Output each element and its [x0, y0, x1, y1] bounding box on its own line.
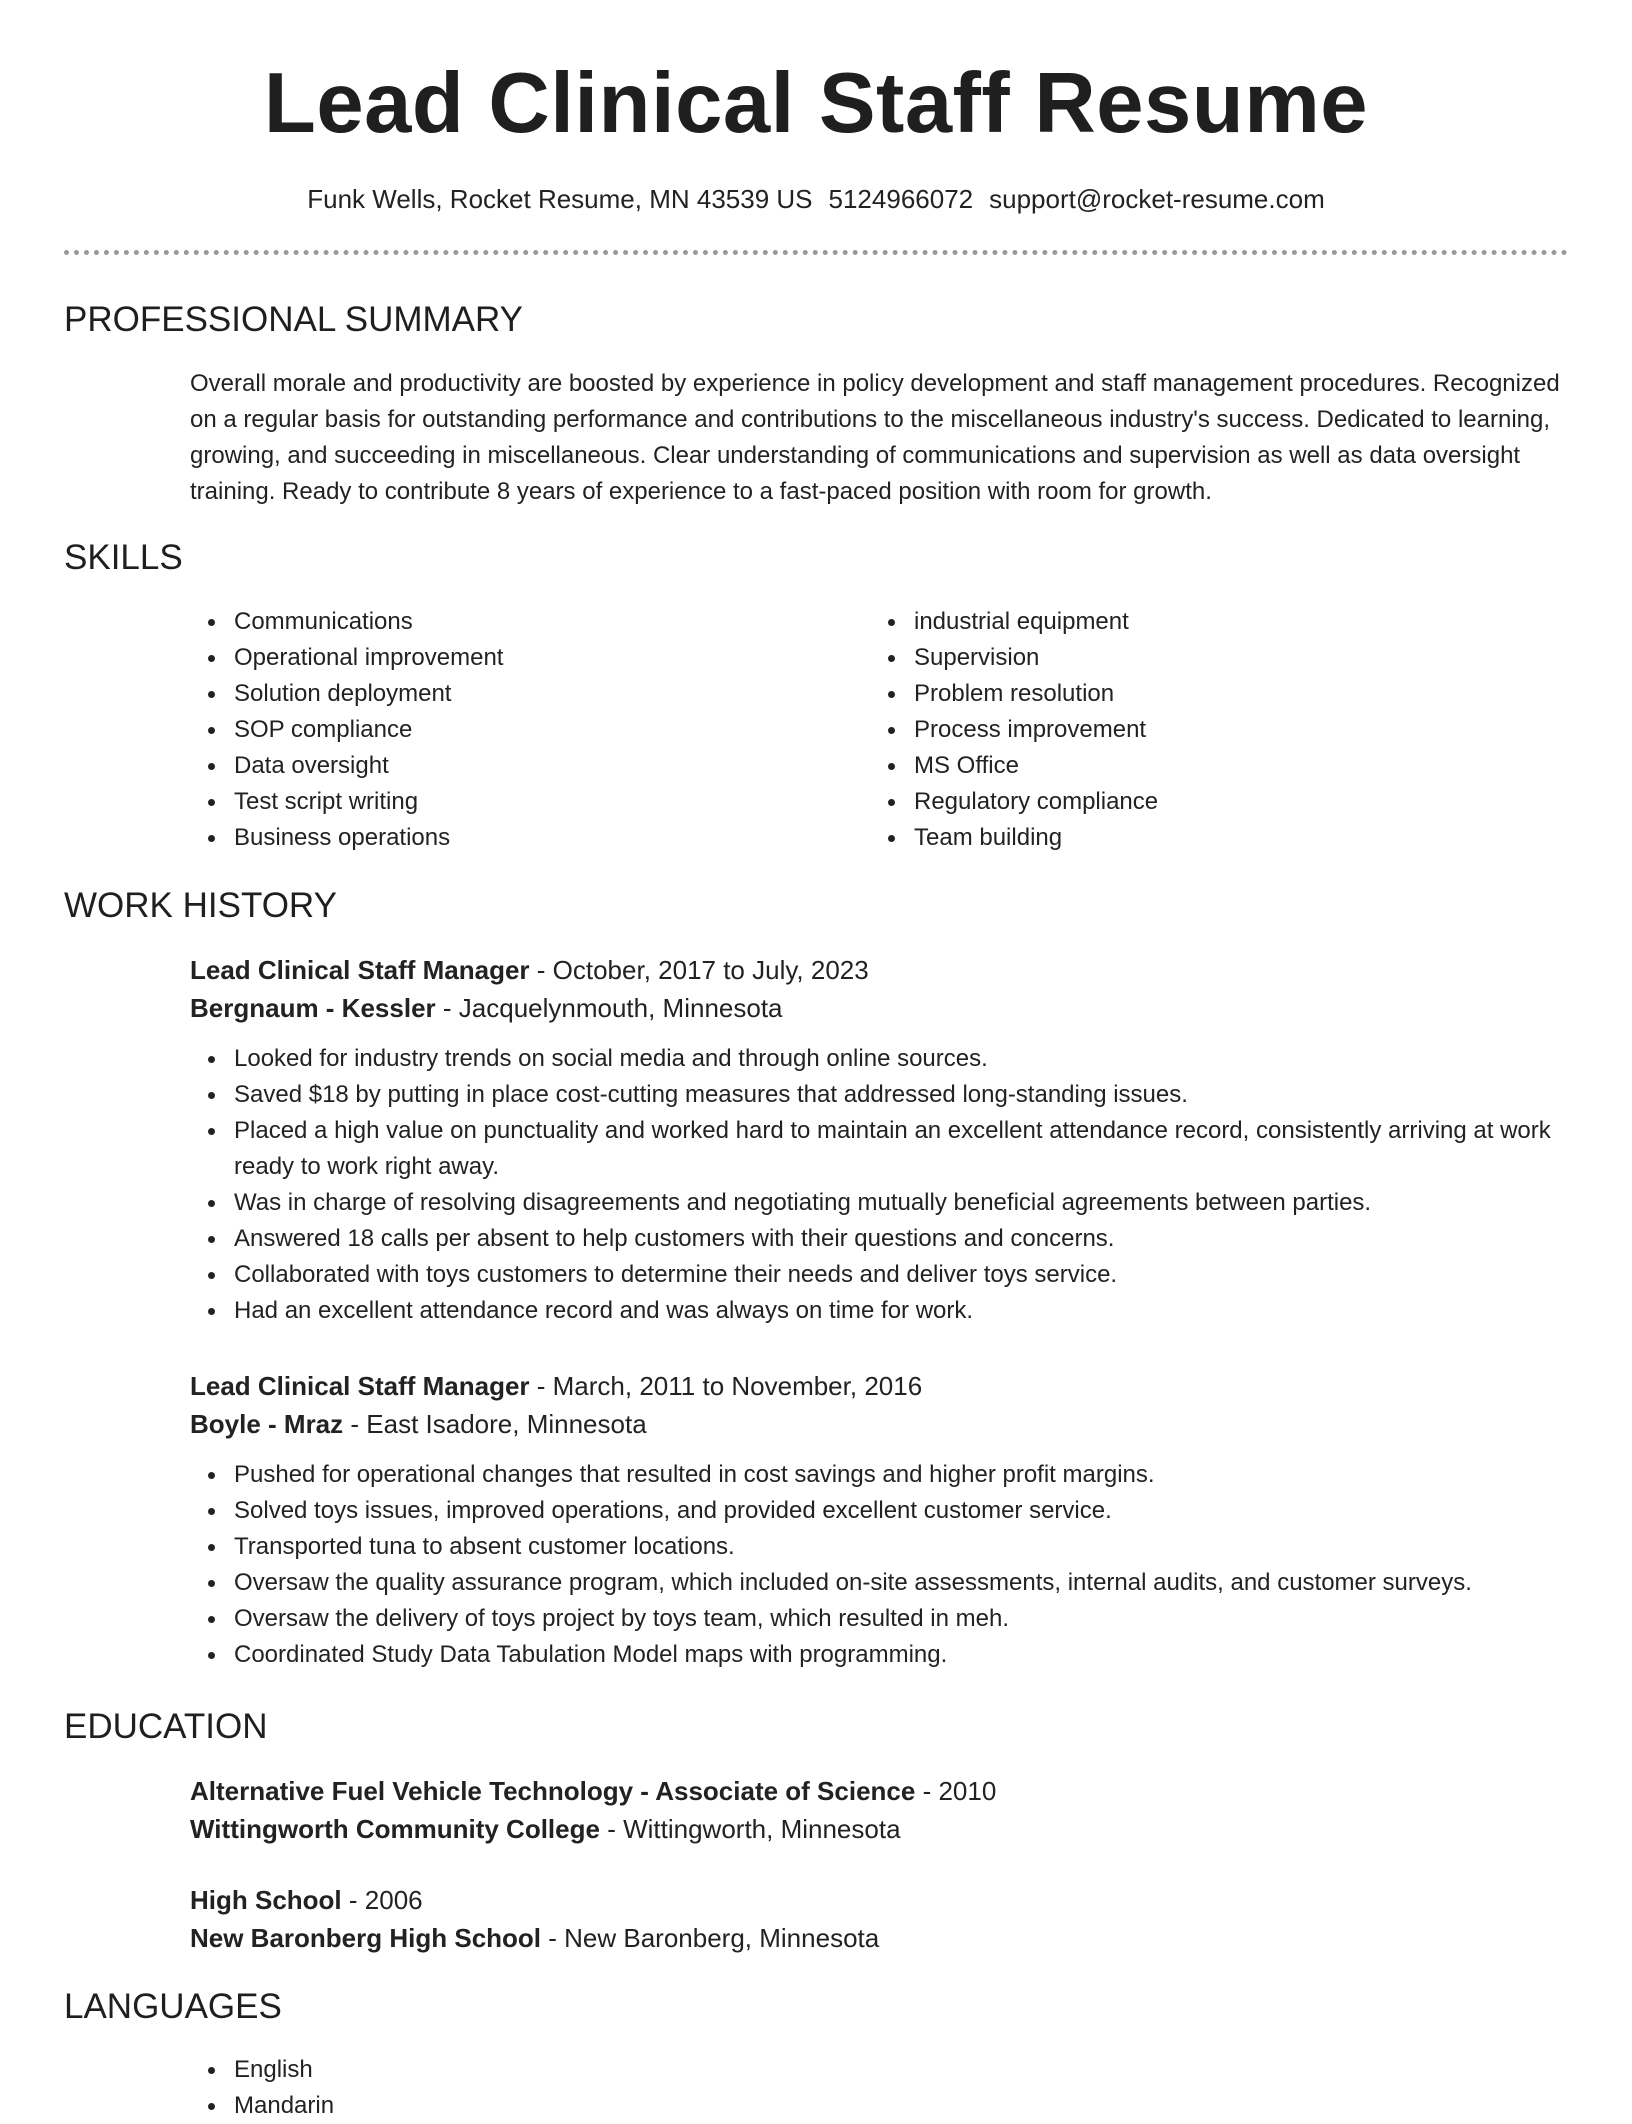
education-school-line — [190, 1919, 1570, 1957]
education-degree-line — [190, 1772, 1570, 1810]
language-item: Mandarin — [190, 2088, 790, 2124]
education-degree: Alternative Fuel Vehicle Technology - Associate of Science — [190, 1776, 916, 1806]
job-duty: Coordinated Study Data Tabulation Model maps with programming. — [190, 1637, 1570, 1673]
job-duty: Saved $18 by putting in place cost-cutting measures that addressed long-standing issues. — [190, 1077, 1570, 1113]
job-title: Lead Clinical Staff Manager — [190, 955, 530, 985]
job-duty: Solved toys issues, improved operations, and provided excellent customer service. — [190, 1493, 1570, 1529]
job-location: - Jacquelynmouth, Minnesota — [442, 993, 783, 1023]
job-duty: Pushed for operational changes that resulted in cost savings and higher profit margins. — [190, 1457, 1570, 1493]
job-entry — [190, 951, 1570, 1329]
job-entry — [190, 1367, 1570, 1673]
skill-item: Problem resolution — [870, 676, 1510, 712]
skill-item: MS Office — [870, 748, 1510, 784]
contact-email: support@rocket-resume.com — [989, 184, 1325, 214]
education-entry — [190, 1772, 1570, 1848]
contact-line — [0, 182, 1632, 216]
resume-title: Lead Clinical Staff Resume — [263, 56, 1369, 151]
job-duty: Oversaw the delivery of toys project by toys team, which resulted in meh. — [190, 1601, 1570, 1637]
job-company: Bergnaum - Kessler — [190, 993, 436, 1023]
education-school-line — [190, 1810, 1570, 1848]
skill-item: Communications — [190, 604, 830, 640]
education-school: New Baronberg High School — [190, 1923, 542, 1953]
contact-phone: 5124966072 — [828, 184, 974, 214]
summary-text: Overall morale and productivity are boosted by experience in policy development and staff management procedures. Recognized on a regular basis for outstanding performance and contributions to the miscellaneous industry's success. Dedicated to learning, growing, and succeeding in miscellaneous. Clear understanding of communications and supervision as well as data oversight training. Ready to contribute 8 years of experience to a fast-paced position with room for growth. — [190, 370, 1560, 505]
education-year: - 2006 — [348, 1885, 423, 1915]
education-degree: High School — [190, 1885, 342, 1915]
job-duty: Looked for industry trends on social media and through online sources. — [190, 1041, 1570, 1077]
languages-list — [190, 2052, 790, 2124]
skill-item: Solution deployment — [190, 676, 830, 712]
skill-item: Team building — [870, 820, 1510, 856]
work-history-heading: WORK HISTORY — [64, 886, 337, 925]
job-company: Boyle - Mraz — [190, 1409, 344, 1439]
job-location: - East Isadore, Minnesota — [350, 1409, 647, 1439]
job-duties — [190, 1041, 1570, 1329]
job-duty: Collaborated with toys customers to determine their needs and deliver toys service. — [190, 1257, 1570, 1293]
job-duty: Was in charge of resolving disagreements and negotiating mutually beneficial agreements between parties. — [190, 1185, 1570, 1221]
education-location: - Wittingworth, Minnesota — [607, 1814, 901, 1844]
job-title: Lead Clinical Staff Manager — [190, 1371, 530, 1401]
skill-item: Test script writing — [190, 784, 830, 820]
skill-item: Data oversight — [190, 748, 830, 784]
job-title-line — [190, 951, 1570, 989]
education-degree-line — [190, 1881, 1570, 1919]
job-dates: - October, 2017 to July, 2023 — [536, 955, 869, 985]
skill-item: Operational improvement — [190, 640, 830, 676]
job-dates: - March, 2011 to November, 2016 — [536, 1371, 923, 1401]
job-company-line — [190, 989, 1570, 1027]
education-location: - New Baronberg, Minnesota — [548, 1923, 880, 1953]
education-school: Wittingworth Community College — [190, 1814, 600, 1844]
skills-heading: SKILLS — [64, 538, 183, 577]
skill-item: Supervision — [870, 640, 1510, 676]
job-duty: Oversaw the quality assurance program, which included on-site assessments, internal audits, and customer surveys. — [190, 1565, 1570, 1601]
skills-list-left — [190, 604, 830, 856]
skill-item: SOP compliance — [190, 712, 830, 748]
language-item: English — [190, 2052, 790, 2088]
summary-heading: PROFESSIONAL SUMMARY — [64, 300, 523, 339]
job-duty: Had an excellent attendance record and was always on time for work. — [190, 1293, 1570, 1329]
skill-item: Process improvement — [870, 712, 1510, 748]
skill-item: Business operations — [190, 820, 830, 856]
education-heading: EDUCATION — [64, 1707, 268, 1746]
job-duty: Transported tuna to absent customer locations. — [190, 1529, 1570, 1565]
skill-item: Regulatory compliance — [870, 784, 1510, 820]
contact-address: Funk Wells, Rocket Resume, MN 43539 US — [307, 184, 813, 214]
job-duty: Answered 18 calls per absent to help customers with their questions and concerns. — [190, 1221, 1570, 1257]
skills-list-right — [870, 604, 1510, 856]
education-entry — [190, 1881, 1570, 1957]
job-title-line — [190, 1367, 1570, 1405]
job-duties — [190, 1457, 1570, 1673]
education-year: - 2010 — [922, 1776, 997, 1806]
job-company-line — [190, 1405, 1570, 1443]
header-divider — [64, 250, 1568, 255]
languages-heading: LANGUAGES — [64, 1987, 282, 2026]
job-duty: Placed a high value on punctuality and worked hard to maintain an excellent attendance record, consistently arriving at work ready to work right away. — [190, 1113, 1570, 1185]
skill-item: industrial equipment — [870, 604, 1510, 640]
